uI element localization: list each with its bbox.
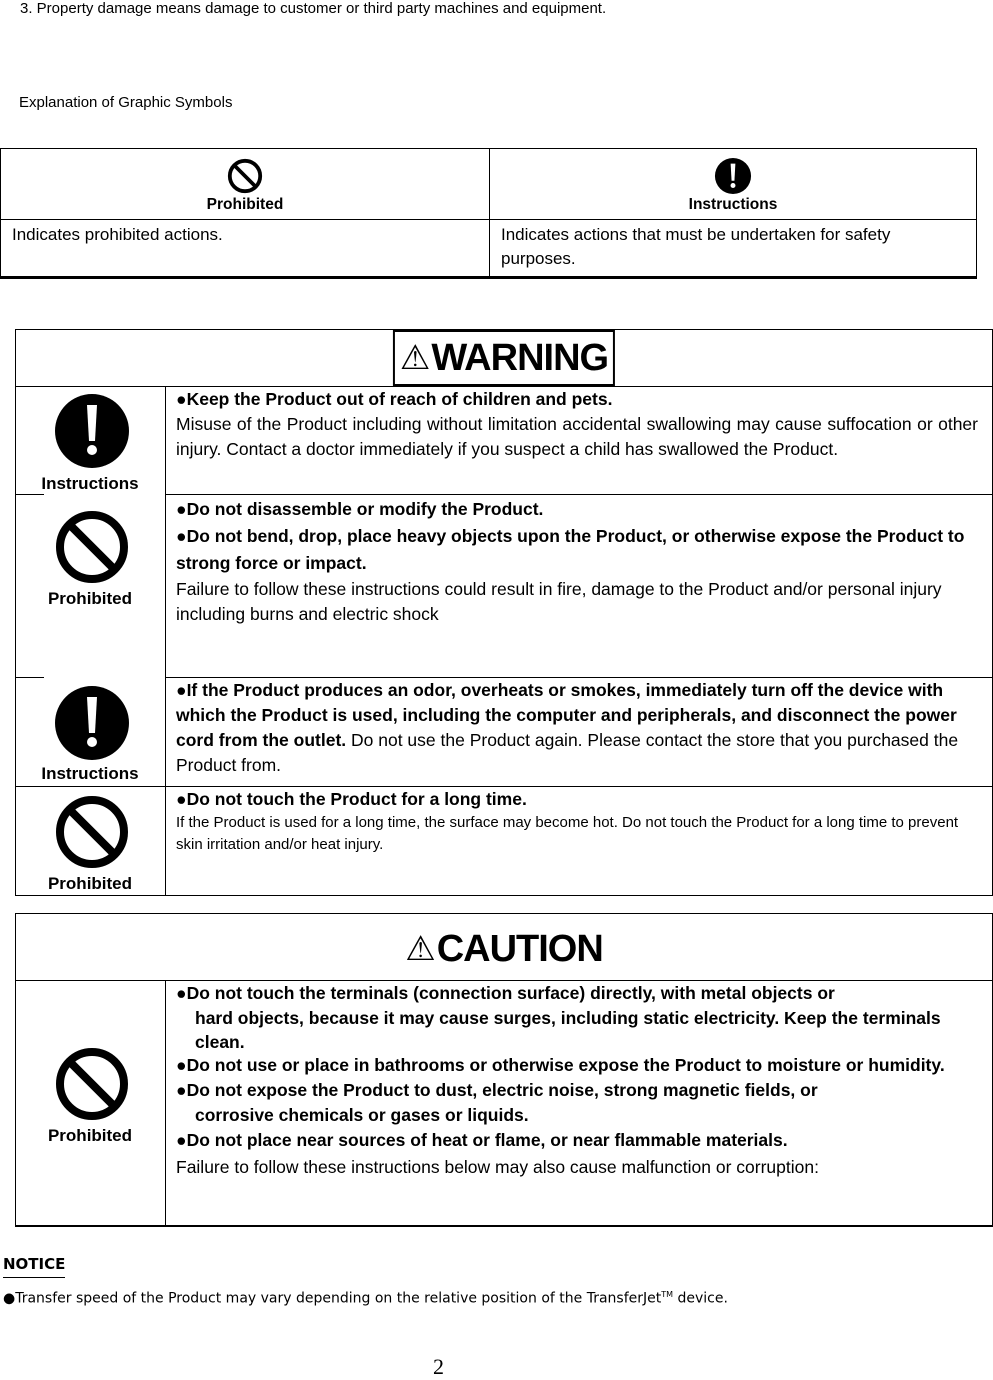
warning-body: Do not use the Product again. Please contact the store that you purchased the Product from.	[176, 730, 959, 775]
warning-row	[16, 387, 992, 495]
prohibited-icon	[226, 157, 264, 195]
notice-title: NOTICE	[3, 1255, 65, 1278]
warning-row	[16, 787, 992, 895]
warning-table	[15, 329, 993, 896]
graphic-symbols-title: Explanation of Graphic Symbols	[19, 94, 233, 111]
warning-text	[176, 787, 978, 856]
icon-cell	[16, 387, 166, 495]
warning-text	[176, 678, 978, 778]
prohibited-icon	[54, 794, 130, 870]
caution-table	[15, 913, 993, 1227]
icon-cell	[16, 787, 166, 895]
warning-body: Failure to follow these instructions could result in fire, damage to the Product and/or personal injury including burns and electric shock	[176, 579, 942, 624]
warning-bullet: ●Do not touch the Product for a long time.	[176, 789, 527, 809]
icon-label: Prohibited	[47, 1126, 133, 1145]
symbol-column-instructions	[489, 149, 976, 276]
instructions-icon	[54, 685, 130, 761]
symbol-description: Indicates prohibited actions.	[12, 225, 223, 244]
graphic-symbols-table	[0, 148, 977, 279]
symbol-description: Indicates actions that must be undertaken for safety purposes.	[501, 225, 891, 268]
notice-text: ●Transfer speed of the Product may vary depending on the relative position of the TransferJet™ device.	[3, 1290, 728, 1307]
icon-label: Instructions	[41, 764, 139, 783]
property-damage-note: 3. Property damage means damage to customer or third party machines and equipment.	[20, 0, 607, 17]
instructions-icon	[714, 157, 752, 195]
warning-triangle-icon: ⚠	[399, 339, 430, 377]
caution-label: CAUTION	[436, 927, 603, 970]
symbol-column-prohibited	[1, 149, 489, 276]
icon-label: Prohibited	[47, 589, 133, 608]
warning-text	[176, 387, 978, 462]
warning-bold-instruction: ●If the Product produces an odor, overheats or smokes, immediately turn off the device with which the Product is used, including the computer and peripherals, and disconnect the power cord from the outlet.	[176, 680, 957, 750]
icon-label: Instructions	[41, 474, 139, 493]
caution-bullet: ●Do not touch the terminals (connection surface) directly, with metal objects or hard objects, because it may cause surges, including static electricity. Keep the terminals clean.	[176, 983, 941, 1052]
warning-label: WARNING	[431, 336, 609, 379]
warning-text	[176, 495, 978, 627]
warning-bullet: ●Do not disassemble or modify the Product.	[176, 499, 544, 519]
caution-bullet: ●Do not place near sources of heat or flame, or near flammable materials.	[176, 1130, 788, 1150]
warning-bullet: ●Do not bend, drop, place heavy objects upon the Product, or otherwise expose the Product to strong force or impact.	[176, 526, 965, 573]
warning-row	[16, 495, 992, 678]
warning-header	[16, 330, 992, 387]
warning-body: Misuse of the Product including without limitation accidental swallowing may cause suffocation or other injury. Contact a doctor immediately if you suspect a child has swallowed the Product.	[176, 414, 978, 459]
caution-banner	[405, 922, 603, 976]
icon-cell	[16, 678, 166, 786]
warning-bullet: ●Keep the Product out of reach of children and pets.	[176, 389, 613, 409]
icon-cell	[16, 981, 166, 1226]
caution-bullet: ●Do not use or place in bathrooms or otherwise expose the Product to moisture or humidity.	[176, 1055, 945, 1075]
prohibited-icon	[54, 509, 130, 585]
symbol-label: Prohibited	[206, 196, 284, 213]
warning-banner	[393, 330, 615, 386]
caution-bullet: ●Do not expose the Product to dust, electric noise, strong magnetic fields, or corrosive chemicals or gases or liquids.	[176, 1080, 818, 1125]
warning-body: If the Product is used for a long time, the surface may become hot. Do not touch the Product for a long time to prevent skin irritation and/or heat injury.	[176, 814, 959, 853]
caution-body: Failure to follow these instructions below may also cause malfunction or corruption:	[176, 1157, 819, 1177]
symbol-label: Instructions	[688, 196, 778, 213]
caution-header	[16, 914, 992, 981]
trademark-mark: TM	[661, 1290, 674, 1299]
caution-triangle-icon: ⚠	[405, 930, 435, 968]
instructions-icon	[54, 393, 130, 469]
warning-row	[16, 678, 992, 786]
icon-cell	[16, 495, 166, 678]
icon-label: Prohibited	[47, 874, 133, 893]
prohibited-icon	[54, 1046, 130, 1122]
caution-text	[176, 981, 978, 1182]
page-number: 2	[433, 1354, 444, 1379]
caution-row	[16, 981, 992, 1226]
